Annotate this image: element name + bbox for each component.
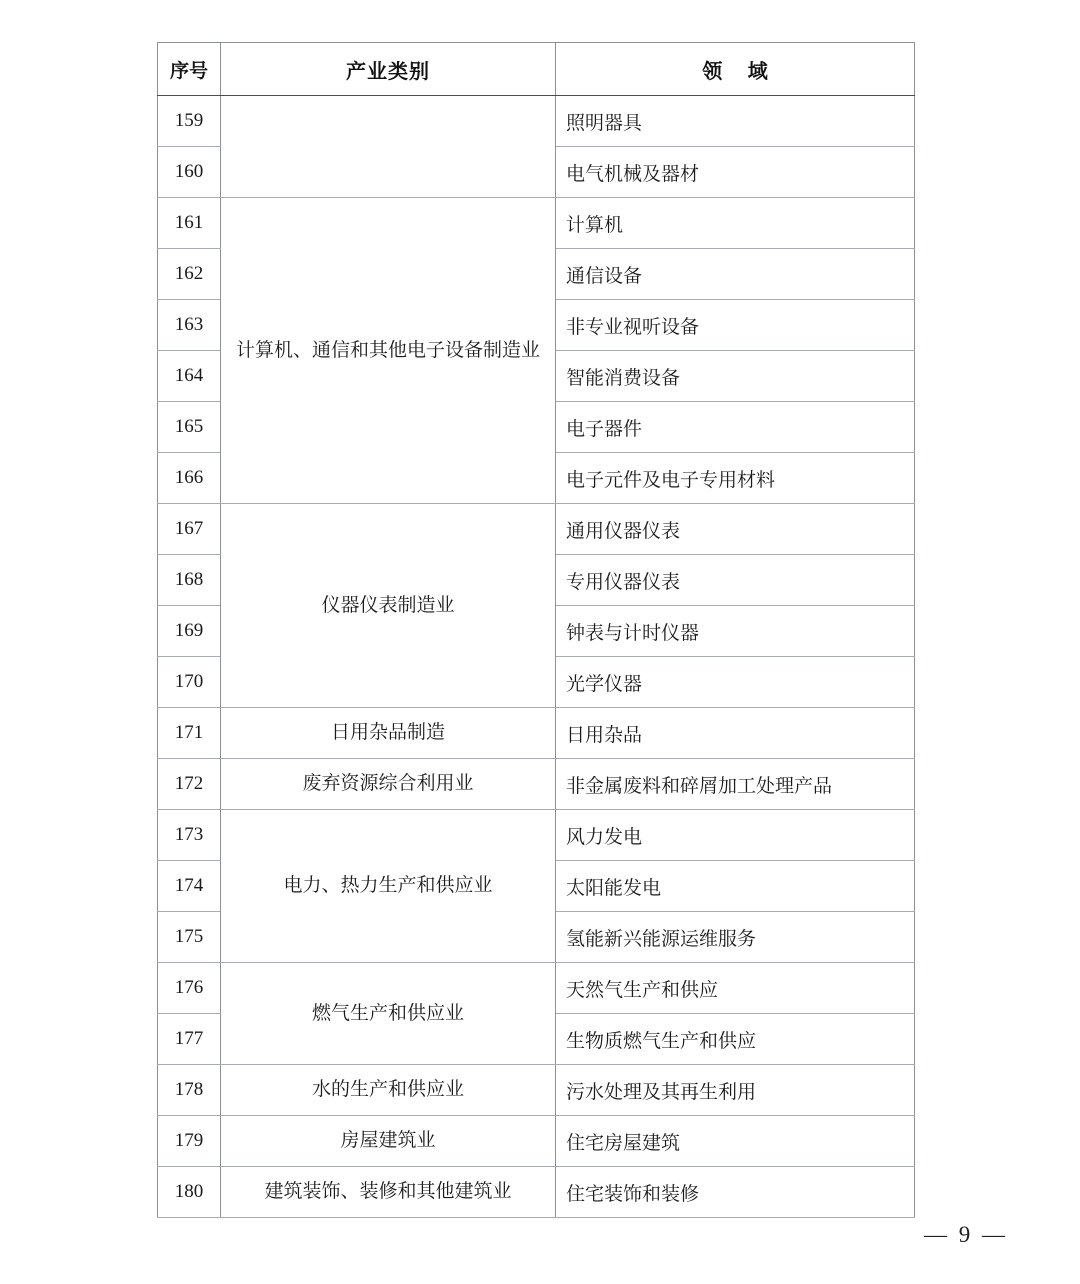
cell-industry-category: 建筑装饰、装修和其他建筑业 [221,1167,556,1218]
cell-domain: 日用杂品 [556,708,915,759]
cell-domain: 钟表与计时仪器 [556,606,915,657]
cell-serial-number: 160 [158,147,221,198]
cell-domain: 氢能新兴能源运维服务 [556,912,915,963]
cell-domain: 非金属废料和碎屑加工处理产品 [556,759,915,810]
table-row [158,708,915,759]
cell-serial-number: 179 [158,1116,221,1167]
table-row [158,759,915,810]
cell-industry-category: 水的生产和供应业 [221,1065,556,1116]
cell-serial-number: 177 [158,1014,221,1065]
cell-industry-category: 计算机、通信和其他电子设备制造业 [221,198,556,504]
cell-serial-number: 159 [158,96,221,147]
cell-serial-number: 180 [158,1167,221,1218]
table-row [158,1116,915,1167]
cell-domain: 电气机械及器材 [556,147,915,198]
cell-industry-category: 房屋建筑业 [221,1116,556,1167]
cell-domain: 住宅装饰和装修 [556,1167,915,1218]
cell-serial-number: 176 [158,963,221,1014]
cell-serial-number: 167 [158,504,221,555]
cell-serial-number: 162 [158,249,221,300]
cell-domain: 通信设备 [556,249,915,300]
cell-domain: 照明器具 [556,96,915,147]
cell-industry-category: 燃气生产和供应业 [221,963,556,1065]
table-row [158,1167,915,1218]
cell-domain: 天然气生产和供应 [556,963,915,1014]
cell-serial-number: 163 [158,300,221,351]
table-row [158,96,915,147]
cell-domain: 电子器件 [556,402,915,453]
cell-serial-number: 164 [158,351,221,402]
column-header-industry-category: 产业类别 [221,43,556,96]
cell-serial-number: 166 [158,453,221,504]
cell-serial-number: 175 [158,912,221,963]
cell-domain: 光学仪器 [556,657,915,708]
cell-domain: 电子元件及电子专用材料 [556,453,915,504]
table-body [158,96,915,1218]
cell-domain: 太阳能发电 [556,861,915,912]
cell-serial-number: 172 [158,759,221,810]
cell-serial-number: 174 [158,861,221,912]
cell-serial-number: 165 [158,402,221,453]
cell-serial-number: 161 [158,198,221,249]
cell-serial-number: 173 [158,810,221,861]
cell-domain: 污水处理及其再生利用 [556,1065,915,1116]
table-row [158,198,915,249]
industry-category-table [157,42,915,1218]
cell-domain: 计算机 [556,198,915,249]
cell-domain: 风力发电 [556,810,915,861]
cell-serial-number: 170 [158,657,221,708]
cell-serial-number: 169 [158,606,221,657]
cell-industry-category [221,96,556,198]
cell-serial-number: 171 [158,708,221,759]
column-header-serial-number: 序号 [158,43,221,96]
cell-industry-category: 日用杂品制造 [221,708,556,759]
table-row [158,810,915,861]
cell-serial-number: 178 [158,1065,221,1116]
cell-domain: 生物质燃气生产和供应 [556,1014,915,1065]
cell-industry-category: 废弃资源综合利用业 [221,759,556,810]
cell-serial-number: 168 [158,555,221,606]
cell-domain: 住宅房屋建筑 [556,1116,915,1167]
table-row [158,963,915,1014]
cell-domain: 通用仪器仪表 [556,504,915,555]
table-row [158,504,915,555]
cell-domain: 专用仪器仪表 [556,555,915,606]
page-number: — 9 — [924,1222,1008,1247]
cell-industry-category: 仪器仪表制造业 [221,504,556,708]
table-row [158,1065,915,1116]
cell-industry-category: 电力、热力生产和供应业 [221,810,556,963]
column-header-domain: 领 域 [556,43,915,96]
cell-domain: 智能消费设备 [556,351,915,402]
cell-domain: 非专业视听设备 [556,300,915,351]
table-header-row [158,43,915,96]
